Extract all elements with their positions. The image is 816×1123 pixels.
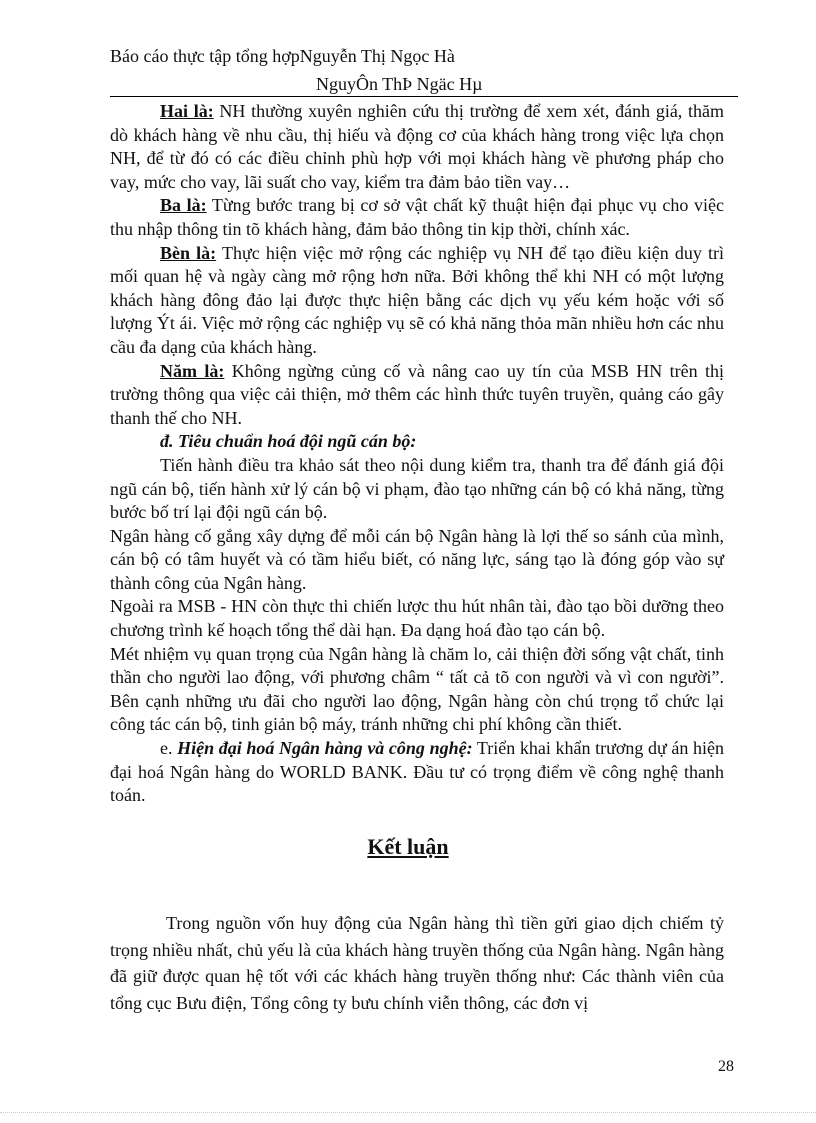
- section-e-heading: Hiện đại hoá Ngân hàng và công nghệ:: [177, 738, 473, 759]
- section-e-text: Triển khai khẩn trương dự án hiện đại hoá Ngân hàng do WORLD BANK. Đầu tư có trọng điểm về công nghệ thanh toán.: [110, 738, 724, 806]
- conclusion-title-text: Kết luận: [367, 834, 449, 859]
- paragraph-nam-la: [110, 360, 724, 431]
- header-line-1: Báo cáo thực tập tổng hợpNguyễn Thị Ngọc Hà: [110, 46, 455, 66]
- paragraph-d-3: Ngoài ra MSB - HN còn thực thi chiến lược thu hút nhân tài, đào tạo bồi dưỡng theo chương trình kế hoạch tổng thể dài hạn. Đa dạng hoá đào tạo cán bộ.: [110, 596, 724, 641]
- paragraph-d-2: Ngân hàng cố gắng xây dựng để mỗi cán bộ Ngân hàng là lợi thế so sánh của mình, cán bộ có tâm huyết và có tầm hiểu biết, có năng lực, sáng tạo là đóng góp vào sự thành công của Ngân hàng.: [110, 525, 724, 593]
- section-d-heading: [110, 430, 724, 454]
- page-bottom-border: [0, 1112, 816, 1113]
- paragraph-e: [110, 737, 724, 808]
- text-nam-la: Không ngừng củng cố và nâng cao uy tín của MSB HN trên thị trường thông qua việc cải thiện, mở thêm các hình thức tuyên truyền, quảng cáo gây thanh thế cho NH.: [110, 360, 724, 428]
- label-ba-la: Ba là:: [160, 195, 207, 216]
- header-rule: [110, 96, 738, 97]
- document-body: [110, 100, 724, 808]
- header-line-2: NguyÔn ThÞ Ngäc Hµ: [316, 74, 483, 94]
- text-ba-la: Từng bước trang bị cơ sở vật chất kỹ thuật hiện đại phục vụ cho việc thu nhập thông tin tõ khách hàng, đảm bảo thông tin kịp thời, chính xác.: [110, 195, 724, 239]
- conclusion-paragraph: Trong nguồn vốn huy động của Ngân hàng thì tiền gửi giao dịch chiếm tỷ trọng nhiều nhất, chủ yếu là của khách hàng truyền thống của Ngân hàng. Ngân hàng đã giữ được quan hệ tốt với các khách hàng truyền thống như: Các thành viên của tổng cục Bưu điện, Tổng công ty bưu chính viễn thông, các đơn vị: [110, 913, 724, 1013]
- paragraph-hai-la: [110, 100, 724, 194]
- paragraph-bon-la: [110, 242, 724, 360]
- paragraph-ba-la: [110, 194, 724, 241]
- page-number: 28: [718, 1058, 734, 1075]
- section-d-heading-text: đ. Tiêu chuẩn hoá đội ngũ cán bộ:: [160, 431, 417, 452]
- conclusion-body: [110, 910, 724, 1016]
- label-nam-la: Năm là:: [160, 360, 225, 381]
- paragraph-d-4: Mét nhiệm vụ quan trọng của Ngân hàng là chăm lo, cải thiện đời sống vật chất, tinh thần cho người lao động, với phương châm “ tất cả tõ con người và vì con người”. Bên cạnh những ưu đãi cho người lao động, Ngân hàng còn chú trọng tổ chức lại công tác cán bộ, tinh giản bộ máy, tránh những chi phí không cần thiết.: [110, 643, 724, 735]
- section-e-prefix: e.: [160, 738, 178, 759]
- conclusion-title: [0, 834, 816, 860]
- label-bon-la: Bèn là:: [160, 242, 217, 263]
- text-bon-la: Thực hiện việc mở rộng các nghiệp vụ NH để tạo điều kiện duy trì mối quan hệ và ngày càng mở rộng hơn nữa. Bởi không thể khi NH có một lượng khách hàng đông đảo lại được thực hiện bằng các dịch vụ yếu kém hoặc với số lượng Ýt ái. Việc mở rộng các nghiệp vụ sẽ có khả năng thỏa mãn nhiều hơn các nhu cầu đa dạng của khách hàng.: [110, 242, 724, 357]
- text-hai-la: NH thường xuyên nghiên cứu thị trường để xem xét, đánh giá, thăm dò khách hàng về nhu cầu, thị hiếu và động cơ của khách hàng trong việc lựa chọn NH, để từ đó có các điều chỉnh phù hợp với mọi khách hàng về phương pháp cho vay, mức cho vay, lãi suất cho vay, kiểm tra đảm bảo tiền vay…: [110, 101, 724, 192]
- label-hai-la: Hai là:: [160, 101, 214, 121]
- paragraph-d-1: Tiến hành điều tra khảo sát theo nội dung kiểm tra, thanh tra để đánh giá đội ngũ cán bộ, tiến hành xử lý cán bộ vi phạm, đào tạo những cán bộ có khả năng, từng bước bố trí lại đội ngũ cán bộ.: [110, 454, 724, 523]
